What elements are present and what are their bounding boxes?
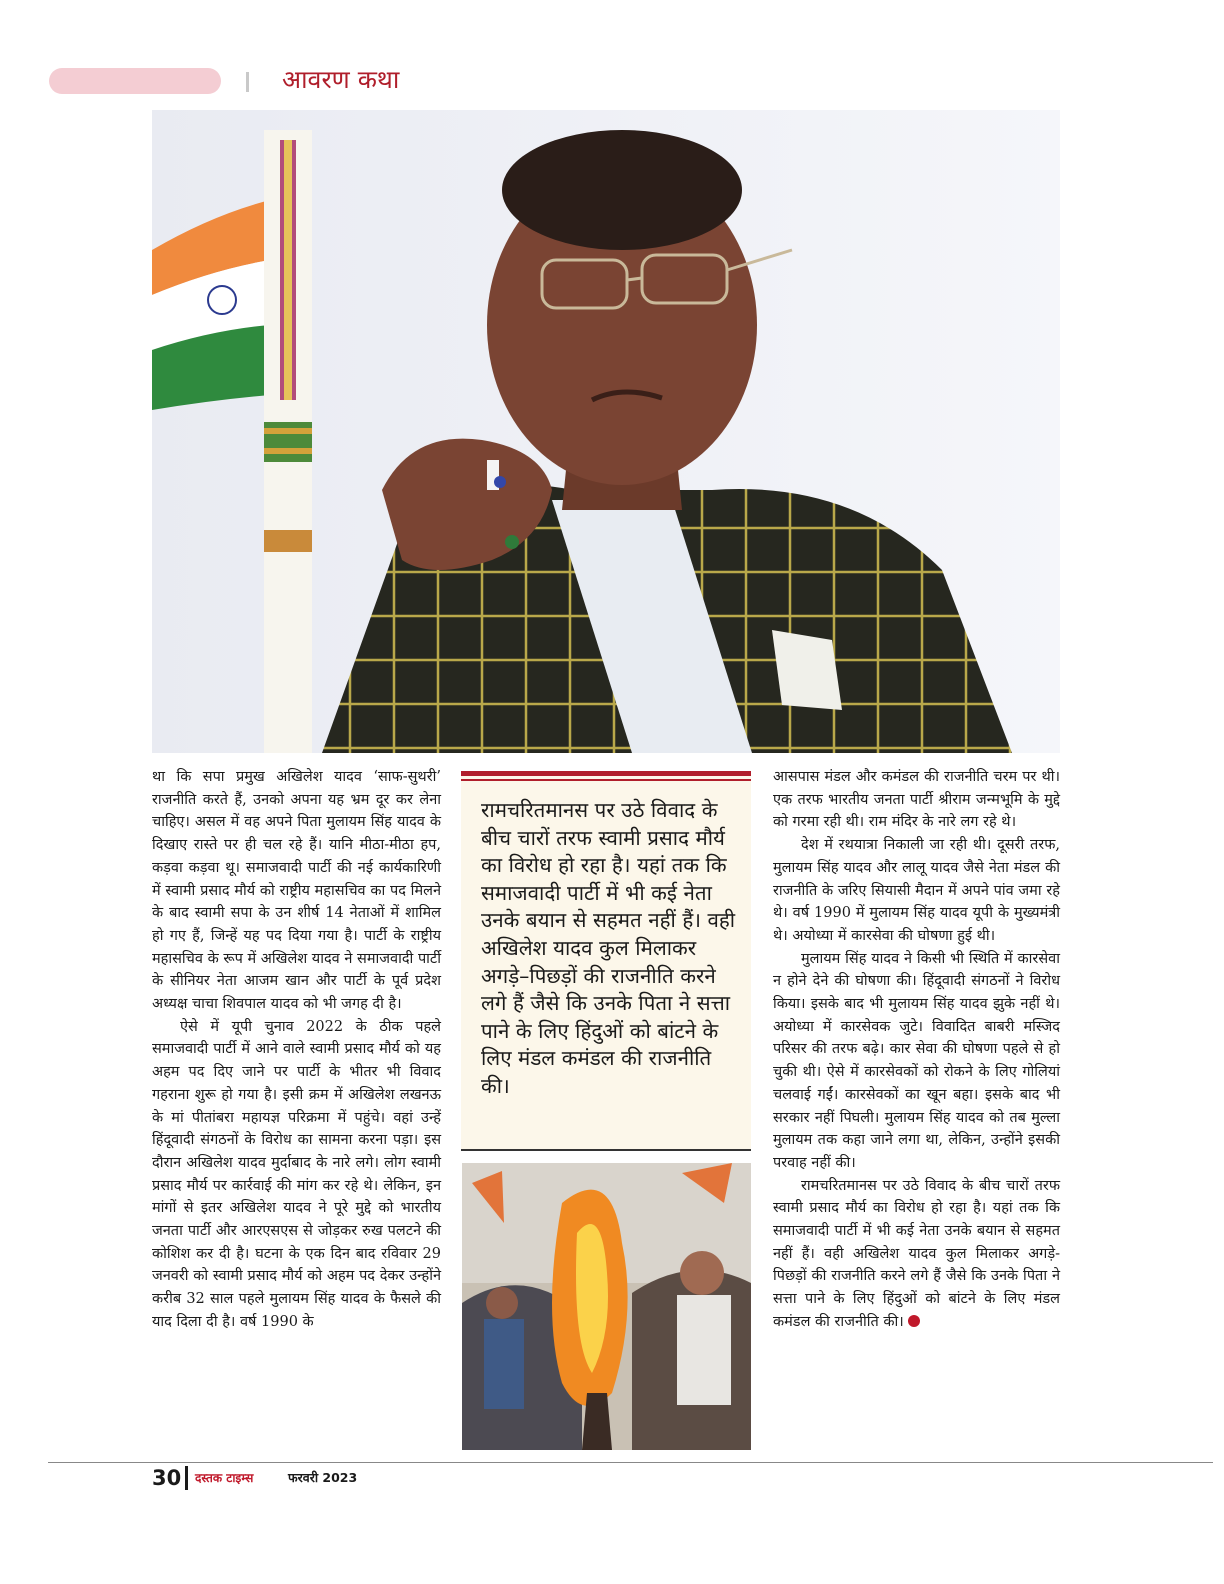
article-paragraph: मुलायम सिंह यादव ने किसी भी स्थिति में कारसेवा न होने देने की घोषणा की। हिंदूवादी संगठनों ने विरोध किया। इसके बाद भी मुलायम सिंह यादव झुके नहीं थे। अयोध्या में कारसेवक जुटे। विवादित बाबरी मस्जिद परिसर की तरफ बढ़े। कार सेवा की घोषणा पहले से हो चुकी थी। ऐसे में कारसेवकों को रोकने के लिए गोलियां चलवाई गईं। कारसेवकों का खून बहा। इसके बाद भी सरकार नहीं पिघली। मुलायम सिंह यादव को तब मुल्ला मुलायम तक कहा जाने लगा था, लेकिन, उन्होंने इसकी परवाह नहीं की। xyxy=(773,950,1060,1171)
issue-date: फरवरी 2023 xyxy=(288,1470,358,1485)
footer-rule xyxy=(48,1462,1213,1463)
article-paragraph: ऐसे में यूपी चुनाव 2022 के ठीक पहले समाजवादी पार्टी में आने वाले स्वामी प्रसाद मौर्य को यह अहम पद दिए जाने पर पार्टी के भीतर भी विवाद गहराना शुरू हो गया है। इसी क्रम में अखिलेश लखनऊ के मां पीतांबरा महायज्ञ परिक्रमा में पहुंचे। वहां उन्हें हिंदूवादी संगठनों के विरोध का सामना करना पड़ा। इस दौरान अखिलेश यादव मुर्दाबाद के नारे लगे। लोग स्वामी प्रसाद मौर्य पर कार्रवाई की मांग कर रहे थे। लेकिन, इन मांगों से इतर अखिलेश यादव ने पूरे मुद्दे को भारतीय जनता पार्टी और आरएसएस से जोड़कर रुख पलटने की कोशिश कर दी है। घटना के एक दिन बाद रविवार 29 जनवरी को स्वामी प्रसाद मौर्य को अहम पद देकर उन्होंने करीब 32 साल पहले मुलायम सिंह यादव के फैसले की याद दिला दी है। वर्ष 1990 के xyxy=(152,1018,441,1330)
section-tab-pill xyxy=(49,68,221,94)
article-column-left xyxy=(152,766,441,1334)
protest-effigy-burning-photo-icon xyxy=(462,1163,751,1450)
hero-portrait-photo xyxy=(152,110,1060,753)
header-separator xyxy=(246,72,249,92)
pull-quote-rule-bottom xyxy=(461,1149,751,1151)
article-paragraph-last xyxy=(773,1175,1060,1334)
article-column-right xyxy=(773,766,1060,1334)
end-mark-icon xyxy=(908,1315,920,1327)
article-paragraph: आसपास मंडल और कमंडल की राजनीति चरम पर थी। एक तरफ भारतीय जनता पार्टी श्रीराम जन्मभूमि के मुद्दे को गरमा रही थी। राम मंदिर के नारे लग रहे थे। xyxy=(773,769,1060,831)
section-label: आवरण कथा xyxy=(282,65,400,94)
pull-quote-text: रामचरितमानस पर उठे विवाद के बीच चारों तरफ स्वामी प्रसाद मौर्य का विरोध हो रहा है। यहां तक कि समाजवादी पार्टी में भी कई नेता उनके बयान से सहमत नहीं हैं। वही अखिलेश यादव कुल मिलाकर अगड़े–पिछड़ों की राजनीति करने लगे हैं जैसे कि उनके पिता ने सत्ता पाने के लिए हिंदुओं को बांटने के लिए मंडल कमंडल की राजनीति की। xyxy=(481,798,736,1098)
article-paragraph: था कि सपा प्रमुख अखिलेश यादव ‘साफ-सुथरी’ राजनीति करते हैं, उनको अपना यह भ्रम दूर कर लेना चाहिए। असल में वह अपने पिता मुलायम सिंह यादव के दिखाए रास्ते पर ही चल रहे हैं। यानि मीठा-मीठा हप, कड़वा कड़वा थू। समाजवादी पार्टी की नई कार्यकारिणी में स्वामी प्रसाद मौर्य को राष्ट्रीय महासचिव का पद मिलने के बाद स्वामी सपा के उन शीर्ष 14 नेताओं में शामिल हो गए हैं, जिन्हें यह पद दिया गया है। पार्टी के राष्ट्रीय महासचिव के रूप में अखिलेश यादव ने समाजवादी पार्टी के सीनियर नेता आजम खान और पार्टी के पूर्व प्रदेश अध्यक्ष चाचा शिवपाल यादव को भी जगह दी है। xyxy=(152,769,441,1013)
pull-quote-box xyxy=(461,771,751,1151)
page-number: 30 xyxy=(152,1466,182,1490)
article-paragraph: देश में रथयात्रा निकाली जा रही थी। दूसरी तरफ, मुलायम सिंह यादव और लालू यादव जैसे नेता मंडल की राजनीति के जरिए सियासी मैदान में अपने पांव जमा रहे थे। वर्ष 1990 में मुलायम सिंह यादव यूपी के मुख्यमंत्री थे। अयोध्या में कारसेवा की घोषणा हुई थी। xyxy=(773,837,1060,944)
magazine-name: दस्तक टाइम्स xyxy=(195,1471,254,1485)
article-paragraph-text: रामचरितमानस पर उठे विवाद के बीच चारों तरफ स्वामी प्रसाद मौर्य का विरोध हो रहा है। यहां तक कि समाजवादी पार्टी में भी कई नेता उनके बयान से सहमत नहीं हैं। वही अखिलेश यादव कुल मिलाकर अगड़े-पिछड़ों की राजनीति करने लगे हैं जैसे कि उनके पिता ने सत्ता पाने के लिए हिंदुओं को बांटने के लिए मंडल कमंडल की राजनीति की। xyxy=(773,1177,1060,1330)
portrait-photo-icon xyxy=(152,110,1060,753)
footer-separator xyxy=(185,1466,188,1490)
pull-quote-rule-top xyxy=(461,771,751,776)
protest-photo xyxy=(462,1163,751,1450)
pull-quote-rule-secondary xyxy=(461,779,751,781)
